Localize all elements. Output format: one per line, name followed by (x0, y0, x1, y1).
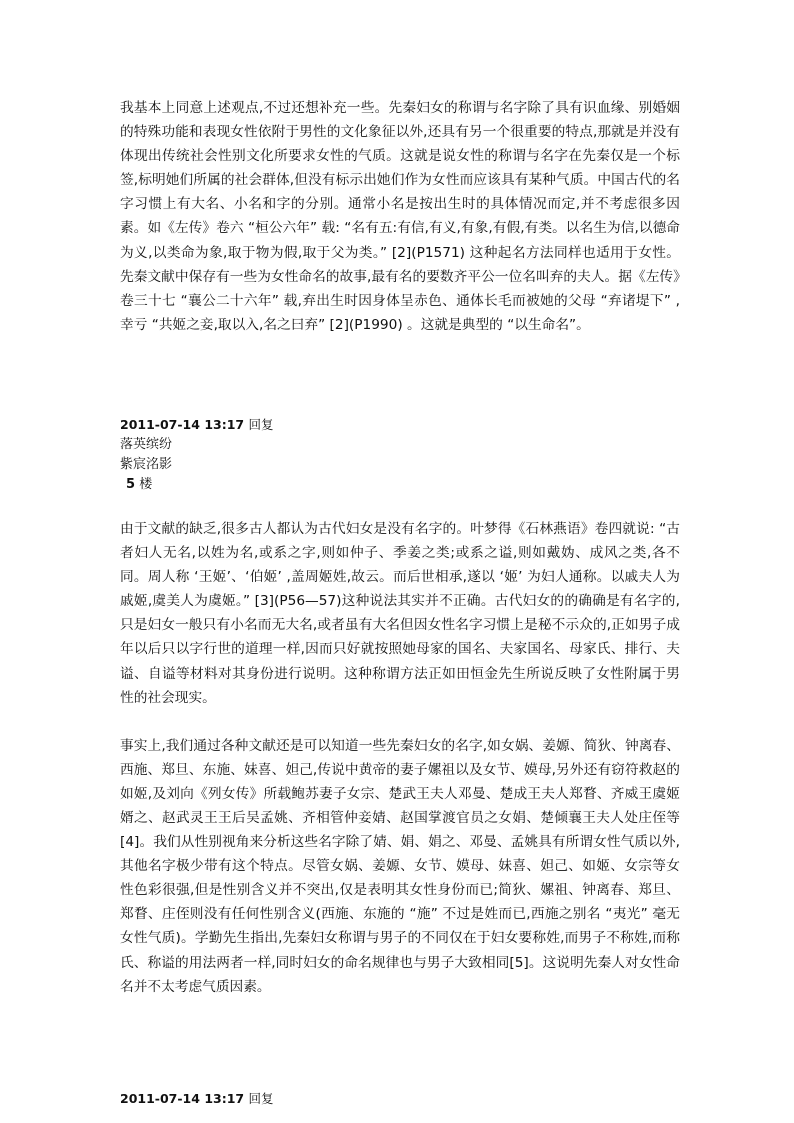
post-meta (120, 415, 680, 435)
reply-link[interactable]: 回复 (248, 416, 274, 432)
document-page (120, 96, 680, 1109)
spacer (120, 495, 680, 517)
floor-num: 5 (126, 476, 136, 492)
spacer (120, 999, 680, 1089)
spacer (120, 710, 680, 734)
post-paragraph: 由于文献的缺乏,很多古人都认为古代妇女是没有名字的。叶梦得《石林燕语》卷四就说: “古者妇人无名,以姓为名,或系之字,则如仲子、季姜之类;或系之谥,则如戴妫、成风之类,各不同。周人称 ‘王姬’、‘伯姬’ ,盖周姬姓,故云。而后世相承,遂以 ‘姬’ 为妇人通称。以戚夫人为戚姬,虞美人为虞姬。” [3](P56—57)这种说法其实并不正确。古代妇女的的确确是有名字的,只是妇女一般只有小名而无大名,或者虽有大名但因女性名字习惯上是秘不示众的,正如男子成年以后只以字行世的道理一样,因而只好就按照她母家的国名、夫家国名、母家氏、排行、夫谥、自谥等材料对其身份进行说明。这种称谓方法正如田恒金先生所说反映了女性附属于男性的社会现实。 (120, 520, 680, 706)
user-signature: 紫宸洺影 (120, 456, 173, 472)
post-date: 2011-07-14 (120, 1090, 200, 1106)
floor-number (120, 475, 680, 495)
post-date: 2011-07-14 (120, 416, 200, 432)
post-time: 13:17 (204, 416, 245, 432)
reply-link[interactable]: 回复 (248, 1090, 274, 1106)
post-time: 13:17 (204, 1090, 245, 1106)
spacer (120, 337, 680, 415)
post-paragraph: 事实上,我们通过各种文献还是可以知道一些先秦妇女的名字,如女娲、姜嫄、简狄、钟离春、西施、郑旦、东施、妹喜、妲己,传说中黄帝的妻子嫘祖以及女节、嫫母,另外还有窃符救赵的如姬,及刘向《列女传》所载鲍苏妻子女宗、楚武王夫人邓曼、楚成王夫人郑瞀、齐威王虞姬婿之、赵武灵王王后吴孟姚、齐相管仲妾婧、赵国掌渡官员之女娟、楚倾襄王夫人处庄侄等[4]。我们从性别视角来分析这些名字除了婧、娟、娟之、邓曼、孟姚具有所谓女性气质以外,其他名字极少带有这个特点。尽管女娲、姜嫄、女节、嫫母、妹喜、妲己、如姬、女宗等女性色彩很强,但是性别含义并不突出,仅是表明其女性身份而已;简狄、嫘祖、钟离春、郑旦、郑瞀、庄侄则没有任何性别含义(西施、东施的 “施” 不过是姓而已,西施之别名 “夷光” 毫无女性气质)。学勤先生指出,先秦妇女称谓与男子的不同仅在于妇女要称姓,而男子不称姓,而称氏、称谥的用法两者一样,同时妇女的命名规律也与男子大致相同[5]。这说明先秦人对女性命名并不太考虑气质因素。 (120, 737, 680, 995)
floor-label: 楼 (139, 476, 153, 492)
post-paragraph: 我基本上同意上述观点,不过还想补充一些。先秦妇女的称谓与名字除了具有识血缘、别婚姻的特殊功能和表现女性依附于男性的文化象征以外,还具有另一个很重要的特点,那就是并没有体现出传统社会性别文化所要求女性的气质。这就是说女性的称谓与名字在先秦仅是一个标签,标明她们所属的社会群体,但没有标示出她们作为女性而应该具有某种气质。中国古代的名字习惯上有大名、小名和字的分别。通常小名是按出生时的具体情况而定,并不考虑很多因素。如《左传》卷六 “桓公六年” 载: “名有五:有信,有义,有象,有假,有类。以名生为信,以德命为义,以类命为象,取于物为假,取于父为类。” [2](P1571) 这种起名方法同样也适用于女性。先秦文献中保存有一些为女性命名的故事,最有名的要数齐平公一位名叫弃的夫人。据《左传》卷三十七 “襄公二十六年” 载,弃出生时因身体呈赤色、通体长毛而被她的父母 “弃诸堤下” ,幸亏 “共姬之妾,取以入,名之曰弃” [2](P1990) 。这就是典型的 “以生命名”。 (120, 100, 680, 333)
post-meta (120, 1089, 680, 1109)
username[interactable]: 落英缤纷 (120, 436, 173, 452)
